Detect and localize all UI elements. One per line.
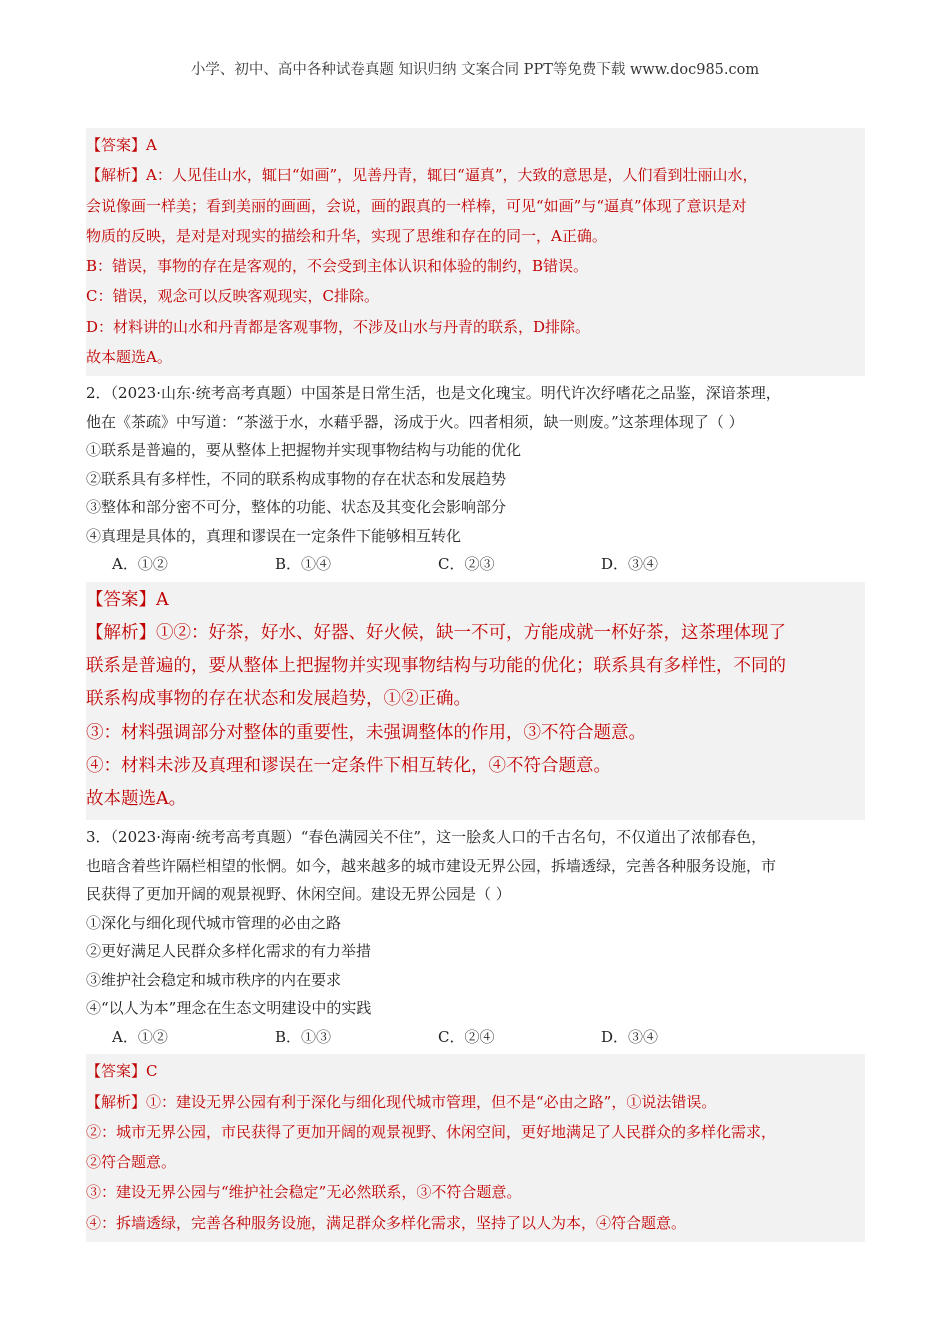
text-line: 【答案】A	[86, 136, 157, 154]
option-b: B．①④	[275, 555, 332, 574]
text-line: 会说像画一样美；看到美丽的画画，会说，画的跟真的一样棒，可见“如画”与“逼真”体现了意识是对	[86, 196, 747, 215]
text-line: 故本题选A。	[86, 348, 172, 367]
text-line: ③：建设无界公园与“维护社会稳定”无必然联系，③不符合题意。	[86, 1183, 522, 1202]
option-a: A．①②	[112, 1027, 168, 1046]
document-content	[86, 128, 865, 1242]
text-line: ②更好满足人民群众多样化需求的有力举措	[86, 942, 372, 961]
answer-block-1	[86, 128, 865, 376]
text-line: ③整体和部分密不可分，整体的功能、状态及其变化会影响部分	[86, 498, 507, 517]
text-line: ①联系是普遍的，要从整体上把握物并实现事物结构与功能的优化	[86, 441, 522, 460]
text-line: 【答案】C	[86, 1062, 158, 1081]
text-line: 2．（2023·山东·统考高考真题）中国茶是日常生活，也是文化瑰宝。明代许次纾嗜花之品鉴，深谙茶理，	[86, 384, 781, 403]
text-line: ②符合题意。	[86, 1153, 177, 1172]
text-line: 联系是普遍的，要从整体上把握物并实现事物结构与功能的优化；联系具有多样性，不同的	[86, 656, 786, 677]
text-line: 民获得了更加开阔的观景视野、休闲空间。建设无界公园是（ ）	[86, 885, 511, 904]
text-line: D：材料讲的山水和丹青都是客观事物，不涉及山水与丹青的联系，D排除。	[86, 317, 591, 336]
text-line: ②联系具有多样性，不同的联系构成事物的存在状态和发展趋势	[86, 469, 507, 488]
text-line: ④“以人为本”理念在生态文明建设中的实践	[86, 999, 372, 1018]
option-b: B．①③	[275, 1027, 332, 1046]
options-row	[86, 1023, 865, 1052]
option-d: D．③④	[601, 555, 659, 574]
option-a: A．①②	[112, 555, 168, 574]
text-line: 联系构成事物的存在状态和发展趋势，①②正确。	[86, 689, 471, 710]
option-c: C．②④	[438, 1027, 495, 1046]
text-line: 物质的反映，是对是对现实的描绘和升华，实现了思维和存在的同一，A正确。	[86, 226, 607, 245]
answer-block-2	[86, 582, 865, 820]
option-c: C．②③	[438, 555, 495, 574]
text-line: B：错误，事物的存在是客观的，不会受到主体认识和体验的制约，B错误。	[86, 257, 589, 276]
question-3	[86, 823, 865, 1051]
text-line: ④：材料未涉及真理和谬误在一定条件下相互转化，④不符合题意。	[86, 755, 611, 776]
text-line: ②：城市无界公园，市民获得了更加开阔的观景视野、休闲空间，更好地满足了人民群众的多样化需求，	[86, 1122, 777, 1141]
page-header: 小学、初中、高中各种试卷真题 知识归纳 文案合同 PPT等免费下载 www.doc985.com	[190, 62, 760, 78]
text-line: C：错误，观念可以反映客观现实，C排除。	[86, 287, 379, 306]
text-line: ④真理是具体的，真理和谬误在一定条件下能够相互转化	[86, 526, 462, 545]
text-line: 故本题选A。	[86, 789, 187, 810]
text-line: 也暗含着些许隔栏相望的怅惘。如今，越来越多的城市建设无界公园，拆墙透绿，完善各种服务设施，市	[86, 856, 777, 875]
text-line: 3．（2023·海南·统考高考真题）“春色满园关不住”，这一脍炙人口的千古名句，不仅道出了浓郁春色，	[86, 828, 767, 847]
text-line: ③：材料强调部分对整体的重要性，未强调整体的作用，③不符合题意。	[86, 722, 646, 743]
text-line: 【解析】①②：好茶，好水、好器、好火候，缺一不可，方能成就一杯好茶，这茶理体现了	[86, 623, 786, 644]
options-row	[86, 550, 865, 579]
answer-block-3	[86, 1054, 865, 1242]
text-line: 他在《茶疏》中写道：“茶滋于水，水藉乎器，汤成于火。四者相须，缺一则废。”这茶理体现了（ ）	[86, 412, 744, 431]
text-line: ①深化与细化现代城市管理的必由之路	[86, 913, 342, 932]
text-line: ④：拆墙透绿，完善各种服务设施，满足群众多样化需求，坚持了以人为本，④符合题意。	[86, 1213, 687, 1232]
text-line: 【答案】A	[86, 589, 169, 610]
text-line: 【解析】①：建设无界公园有利于深化与细化现代城市管理，但不是“必由之路”，①说法错误。	[86, 1092, 717, 1111]
text-line: ③维护社会稳定和城市秩序的内在要求	[86, 970, 342, 989]
option-d: D．③④	[601, 1027, 659, 1046]
question-2	[86, 379, 865, 579]
text-line: 【解析】A：人见佳山水，辄曰“如画”，见善丹青，辄曰“逼真”，大致的意思是，人们看到壮丽山水，	[86, 166, 758, 185]
